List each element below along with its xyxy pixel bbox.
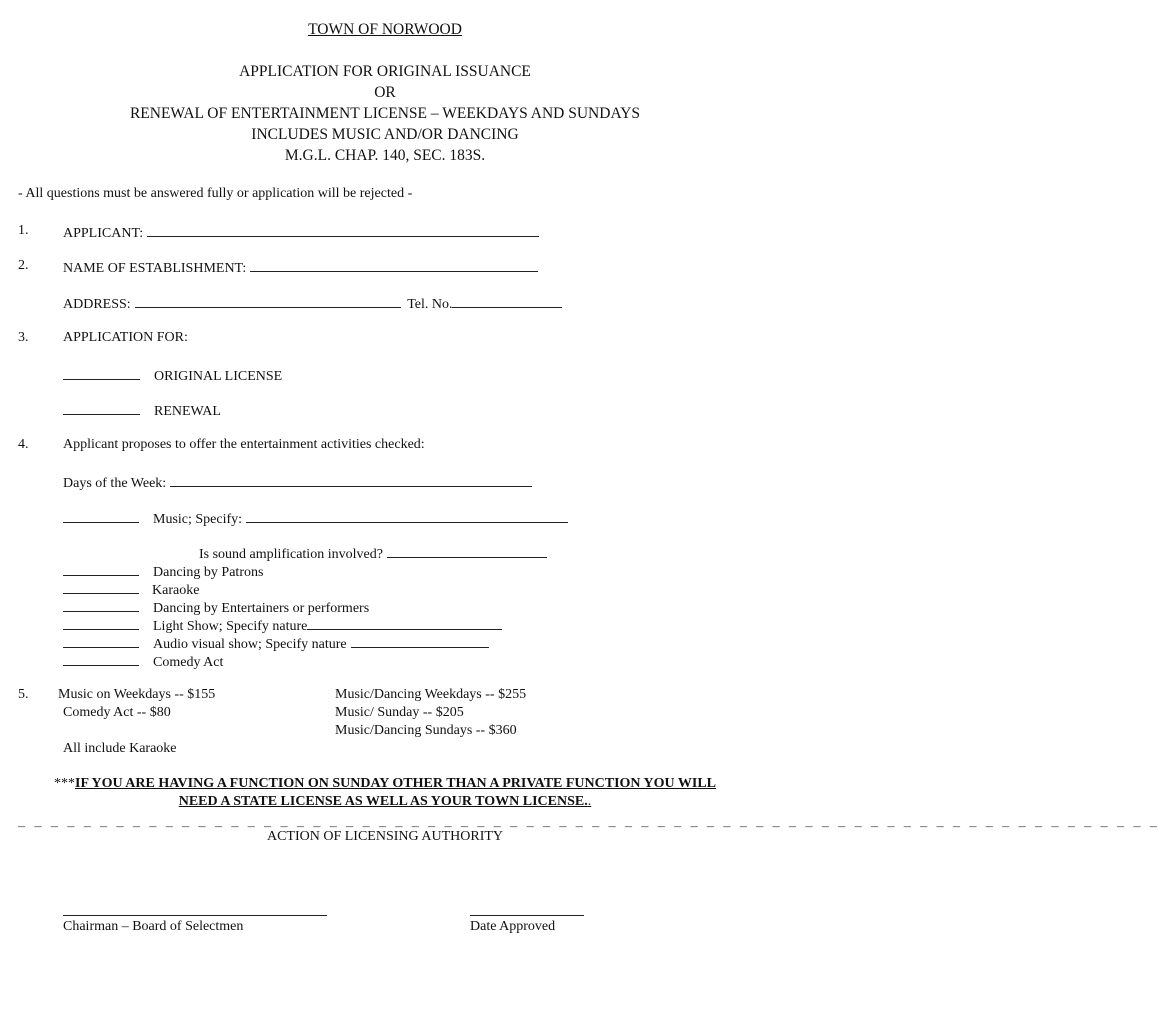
tel-field[interactable]	[452, 293, 562, 308]
activities-intro: Applicant proposes to offer the entertainment activities checked:	[63, 437, 425, 452]
activity-check[interactable]	[63, 561, 139, 576]
form-title-line-2: OR	[374, 84, 396, 101]
warning-text-1: IF YOU ARE HAVING A FUNCTION ON SUNDAY OTHER THAN A PRIVATE FUNCTION YOU WILL	[75, 776, 716, 791]
fee-music-dancing-sundays: Music/Dancing Sundays -- $360	[335, 723, 517, 738]
activity-label: Audio visual show; Specify nature	[153, 637, 347, 652]
fee-music-sunday: Music/ Sunday -- $205	[335, 705, 464, 720]
establishment-field[interactable]	[250, 257, 538, 272]
sound-amplification-field[interactable]	[387, 543, 547, 558]
sound-amplification-label: Is sound amplification involved?	[199, 547, 383, 562]
address-field[interactable]	[135, 293, 401, 308]
form-title-line-4: INCLUDES MUSIC AND/OR DANCING	[251, 126, 519, 143]
activity-label: Comedy Act	[153, 655, 224, 670]
sunday-warning-line-2	[0, 793, 770, 811]
activity-check[interactable]	[63, 579, 139, 594]
music-check[interactable]	[63, 508, 139, 523]
light-show-nature-field[interactable]	[307, 615, 502, 630]
fee-music-dancing-weekdays: Music/Dancing Weekdays -- $255	[335, 687, 527, 702]
address-row	[63, 293, 562, 314]
fee-weekdays-music: Music on Weekdays -- $155	[58, 687, 216, 702]
activity-label: Light Show; Specify nature	[153, 619, 308, 634]
address-label: ADDRESS:	[63, 297, 131, 312]
karaoke-note: All include Karaoke	[63, 741, 177, 756]
days-field[interactable]	[170, 472, 532, 487]
fee-comedy: Comedy Act -- $80	[63, 705, 171, 720]
renewal-label: RENEWAL	[154, 404, 221, 419]
form-title-line-1: APPLICATION FOR ORIGINAL ISSUANCE	[239, 63, 531, 80]
chairman-label: Chairman – Board of Selectmen	[63, 919, 244, 934]
q1-number: 1.	[18, 223, 29, 238]
renewal-check[interactable]	[63, 400, 140, 415]
date-approved-line[interactable]	[470, 915, 584, 916]
activity-check[interactable]	[63, 633, 139, 648]
activity-label: Dancing by Patrons	[153, 565, 264, 580]
q4-number: 4.	[18, 437, 29, 452]
days-label: Days of the Week:	[63, 476, 167, 491]
original-license-label: ORIGINAL LICENSE	[154, 369, 283, 384]
establishment-row	[63, 257, 538, 278]
applicant-field[interactable]	[147, 222, 539, 237]
tel-label: Tel. No.	[407, 297, 453, 312]
activity-check[interactable]	[63, 597, 139, 612]
activity-check[interactable]	[63, 615, 139, 630]
applicant-row	[63, 222, 539, 243]
original-license-check[interactable]	[63, 365, 140, 380]
town-title: TOWN OF NORWOOD	[308, 21, 462, 38]
sunday-warning-line-1	[0, 775, 770, 793]
warning-text-2: NEED A STATE LICENSE AS WELL AS YOUR TOWN LICENSE.	[178, 794, 588, 809]
activity-check[interactable]	[63, 651, 139, 666]
chairman-signature-line[interactable]	[63, 915, 327, 916]
notice-text: - All questions must be answered fully or application will be rejected -	[18, 186, 413, 201]
form-title-line-5: M.G.L. CHAP. 140, SEC. 183S.	[284, 147, 486, 164]
days-row	[63, 472, 532, 493]
establishment-label: NAME OF ESTABLISHMENT:	[63, 261, 247, 276]
date-approved-label: Date Approved	[470, 919, 556, 934]
activity-label: Karaoke	[152, 583, 200, 598]
audio-visual-nature-field[interactable]	[351, 633, 489, 648]
q2-number: 2.	[18, 258, 29, 273]
activity-row	[63, 651, 223, 672]
renewal-row	[63, 400, 221, 421]
action-heading: ACTION OF LICENSING AUTHORITY	[266, 829, 504, 844]
music-row	[63, 508, 568, 529]
music-label: Music; Specify:	[153, 512, 243, 527]
applicant-label: APPLICANT:	[63, 226, 144, 241]
application-for-label: APPLICATION FOR:	[63, 330, 188, 345]
form-title-line-3: RENEWAL OF ENTERTAINMENT LICENSE – WEEKDAYS AND SUNDAYS	[129, 105, 641, 122]
music-specify-field[interactable]	[246, 508, 568, 523]
q5-number: 5.	[18, 687, 29, 702]
tear-line: _ _ _ _ _ _ _ _ _ _ _ _ _ _ _ _ _ _ _ _ _ _ _ _ _ _ _ _ _ _ _ _ _ _ _ _ _ _ _ _ _ _ _ _ _ _ _ _ _ _ _ _ _ _ _ _ _ _ _ _ _ _ _ _ _ _ _ _ _ _	[18, 816, 1158, 830]
original-license-row	[63, 365, 282, 386]
q3-number: 3.	[18, 330, 29, 345]
warning-text-2-end: .	[587, 794, 592, 809]
warning-prefix: ***	[54, 776, 75, 791]
activity-label: Dancing by Entertainers or performers	[153, 601, 370, 616]
